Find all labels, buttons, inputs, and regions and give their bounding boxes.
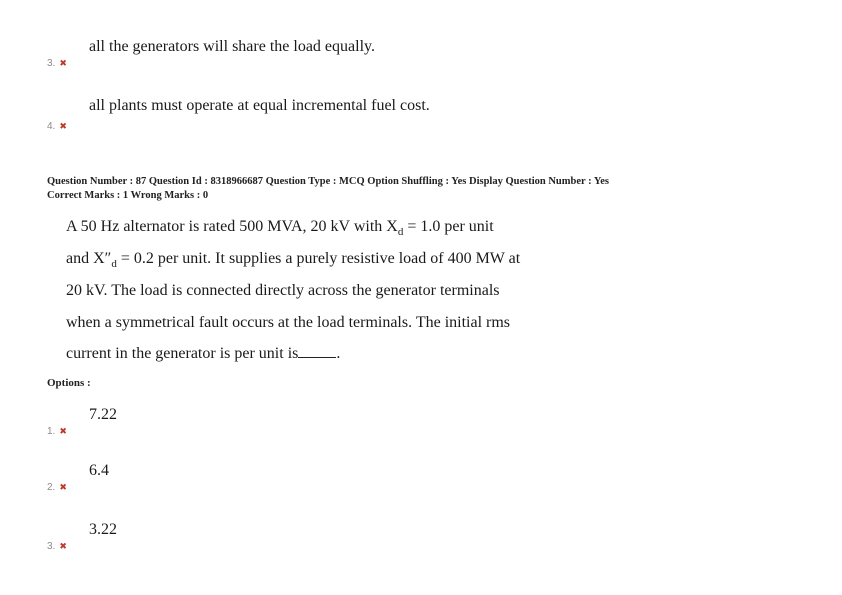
question-text-line1 [66,218,494,238]
question-text-line4: when a symmetrical fault occurs at the load terminals. The initial rms [66,314,511,331]
question-text-segment: current in the generator is per unit is [66,345,299,362]
question-text-segment: = 0.2 per unit. It supplies a purely resistive load of 400 MW at [116,250,521,267]
cross-icon: ✖ [59,482,67,492]
options-label: Options : [47,377,91,389]
answer-blank [298,345,336,358]
cross-icon: ✖ [59,58,67,68]
prev-option-4-number [47,121,67,132]
question-text-segment: A 50 Hz alternator is rated 500 MVA, 20 kV with X [66,218,398,235]
option-3-text: 3.22 [89,521,117,538]
prev-option-4-text: all plants must operate at equal incremental fuel cost. [89,97,430,114]
question-text-segment: = 1.0 per unit [403,218,494,235]
question-text-line3: 20 kV. The load is connected directly across the generator terminals [66,282,500,299]
question-meta-line2: Correct Marks : 1 Wrong Marks : 0 [47,190,209,201]
cross-icon: ✖ [59,121,67,131]
option-number-label: 2. [47,482,56,493]
option-3-number [47,541,67,552]
cross-icon: ✖ [59,426,67,436]
option-number-label: 4. [47,121,56,132]
prev-option-3-text: all the generators will share the load equally. [89,38,375,55]
subscript-d: d [111,258,117,271]
option-number-label: 1. [47,426,56,437]
question-text-line5 [66,345,340,363]
option-number-label: 3. [47,541,56,552]
question-text-line2 [66,250,520,270]
cross-icon: ✖ [59,541,67,551]
option-number-label: 3. [47,58,56,69]
option-2-text: 6.4 [89,462,109,479]
option-2-number [47,482,67,493]
question-meta-line1: Question Number : 87 Question Id : 8318966687 Question Type : MCQ Option Shuffling : Yes Display Question Number : Yes [47,176,610,187]
option-1-number [47,426,67,437]
option-1-text: 7.22 [89,406,117,423]
subscript-d: d [397,226,404,239]
question-text-segment: and X″ [66,250,112,267]
prev-option-3-number [47,58,67,69]
question-text-segment: . [336,345,341,362]
